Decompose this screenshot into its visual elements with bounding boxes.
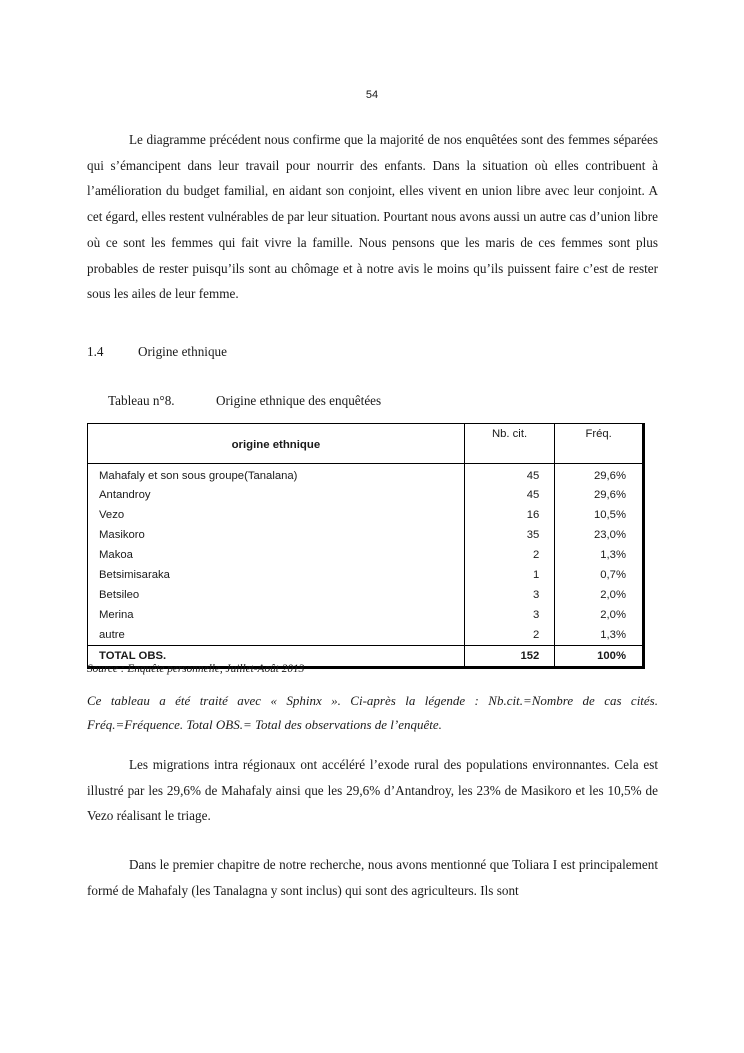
total-count: 152: [464, 646, 555, 668]
table-row: [88, 505, 644, 525]
row-frequency: 0,7%: [600, 569, 626, 581]
row-label: Antandroy: [88, 485, 465, 505]
table-caption: [108, 393, 381, 409]
table-row: [88, 485, 644, 505]
paragraph-intro: Le diagramme précédent nous confirme que la majorité de nos enquêtées sont des femmes séparées qui s’émancipent dans leur travail pour nourrir des enfants. Dans la situation où elles contribuent à l’amélioration du budget familial, en aidant son conjoint, elles vivent en union libre avec leur conjoint. A cet égard, elles restent vulnérables de par leur situation. Pourtant nous avons aussi un autre cas d’union libre où ce sont les femmes qui fait vivre la famille. Nous pensons que les maris de ces femmes sont plus probables de rester puisqu’ils sont au chômage et à notre avis le moins qu’ils puissent faire c’est de rester sous les ailes de leur femme.: [87, 132, 658, 302]
section-number: 1.4: [87, 344, 104, 359]
row-count: 3: [464, 605, 555, 625]
table-row: [88, 625, 644, 646]
total-label: TOTAL OBS.: [88, 646, 465, 668]
table-header-row: [88, 424, 644, 464]
table-caption-number: Tableau n°8.: [108, 393, 175, 408]
row-frequency: 29,6%: [593, 470, 626, 482]
paragraph-migrations: Les migrations intra régionaux ont accéléré l’exode rural des populations environnantes. Cela est illustré par les 29,6% de Mahafaly ainsi que les 29,6% d’Antandroy, les 23% de Masikoro et les 10,5% de Vezo réalisant le triage.: [87, 757, 658, 824]
row-frequency: 23,0%: [593, 529, 626, 541]
table-source-note: Source : Enquête personnelle, Juillet-Août 2013: [87, 663, 305, 675]
table-row: [88, 545, 644, 565]
row-count: 2: [464, 625, 555, 646]
table-row: [88, 585, 644, 605]
section-title: Origine ethnique: [138, 344, 227, 359]
row-count: 45: [464, 485, 555, 505]
paragraph-chapter-reference: Dans le premier chapitre de notre recherche, nous avons mentionné que Toliara I est principalement formé de Mahafaly (les Tanalagna y sont inclus) qui sont des agriculteurs. Ils sont: [87, 857, 658, 898]
row-frequency: 1,3%: [600, 629, 626, 641]
row-count: 2: [464, 545, 555, 565]
row-frequency: 2,0%: [600, 589, 626, 601]
row-label: Betsimisaraka: [88, 565, 465, 585]
table-legend-note: Ce tableau a été traité avec « Sphinx ». Ci-après la légende : Nb.cit.=Nombre de cas cités. Fréq.=Fréquence. Total OBS.= Total des observations de l’enquête.: [87, 693, 658, 732]
table-row: [88, 525, 644, 545]
total-frequency: 100%: [555, 646, 644, 668]
page-number: 54: [365, 89, 379, 101]
row-count: 1: [464, 565, 555, 585]
row-count: 45: [464, 464, 555, 486]
row-label: Vezo: [88, 505, 465, 525]
header-ethnic-origin: origine ethnique: [88, 424, 465, 464]
row-count: 16: [464, 505, 555, 525]
row-label: Merina: [88, 605, 465, 625]
header-frequency: Fréq.: [555, 424, 644, 464]
row-frequency: 2,0%: [600, 609, 626, 621]
table-row: [88, 565, 644, 585]
table-row: [88, 605, 644, 625]
row-label: Makoa: [88, 545, 465, 565]
section-heading: [87, 344, 227, 360]
row-label: autre: [88, 625, 465, 646]
table-row: [88, 464, 644, 486]
row-frequency: 29,6%: [593, 489, 626, 501]
row-frequency: 10,5%: [593, 509, 626, 521]
ethnic-origin-table: [87, 423, 645, 669]
table-caption-title: Origine ethnique des enquêtées: [216, 393, 382, 408]
row-frequency: 1,3%: [600, 549, 626, 561]
row-label: Betsileo: [88, 585, 465, 605]
row-label: Masikoro: [88, 525, 465, 545]
row-count: 3: [464, 585, 555, 605]
row-label: Mahafaly et son sous groupe(Tanalana): [88, 464, 465, 486]
header-count: Nb. cit.: [464, 424, 555, 464]
row-count: 35: [464, 525, 555, 545]
